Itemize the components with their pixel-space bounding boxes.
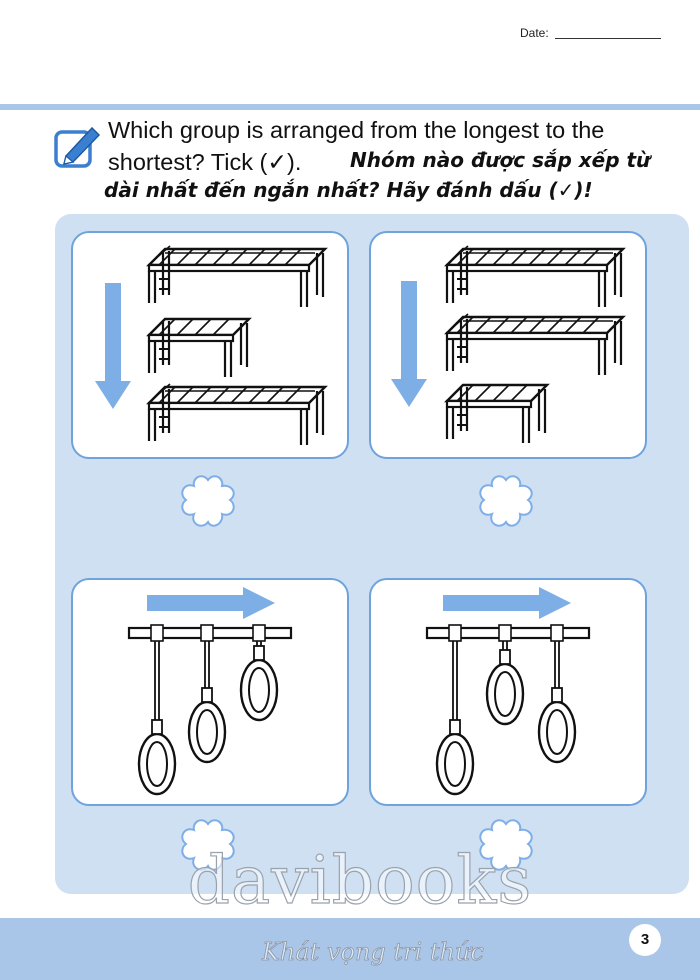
answer-flower-box[interactable] [478, 474, 534, 530]
ring-medium [189, 688, 225, 762]
group-card-monkey-bars-left [71, 231, 349, 459]
monkey-bars-left-illustration [73, 233, 347, 457]
group-card-rings-left [71, 578, 349, 806]
monkey-bar-long [149, 384, 325, 445]
ring-short [241, 646, 277, 720]
ring-long [139, 720, 175, 794]
ring-medium [539, 688, 575, 762]
date-line[interactable] [555, 38, 661, 39]
question-vietnamese-line2: dài nhất đến ngắn nhất? Hãy đánh dấu (✓)! [104, 178, 593, 202]
right-arrow-icon [443, 587, 571, 619]
monkey-bar-short [149, 319, 249, 377]
ring-medium [487, 650, 523, 724]
question-vietnamese-line1: Nhóm nào được sắp xếp từ [350, 148, 651, 172]
question-english: Which group is arranged from the longest to the shortest? Tick (✓). [108, 117, 605, 175]
group-card-rings-right [369, 578, 647, 806]
monkey-bar-long [149, 246, 325, 307]
date-label: Date: [520, 26, 549, 40]
group-card-monkey-bars-right [369, 231, 647, 459]
pencil-icon [52, 122, 102, 170]
rings-left-illustration [73, 580, 347, 804]
monkey-bar-long [447, 246, 623, 307]
monkey-bar-short [447, 385, 547, 443]
rings-right-illustration [371, 580, 645, 804]
answer-flower-box[interactable] [180, 474, 236, 530]
down-arrow-icon [391, 281, 427, 407]
ring-long [437, 720, 473, 794]
watermark-tagline: Khát vọng tri thức [262, 938, 484, 966]
header-band [0, 104, 700, 110]
page-number: 3 [629, 924, 661, 956]
right-arrow-icon [147, 587, 275, 619]
watermark-logo: davibooks [187, 842, 533, 919]
monkey-bars-right-illustration [371, 233, 645, 457]
monkey-bar-long [447, 314, 623, 375]
down-arrow-icon [95, 283, 131, 409]
